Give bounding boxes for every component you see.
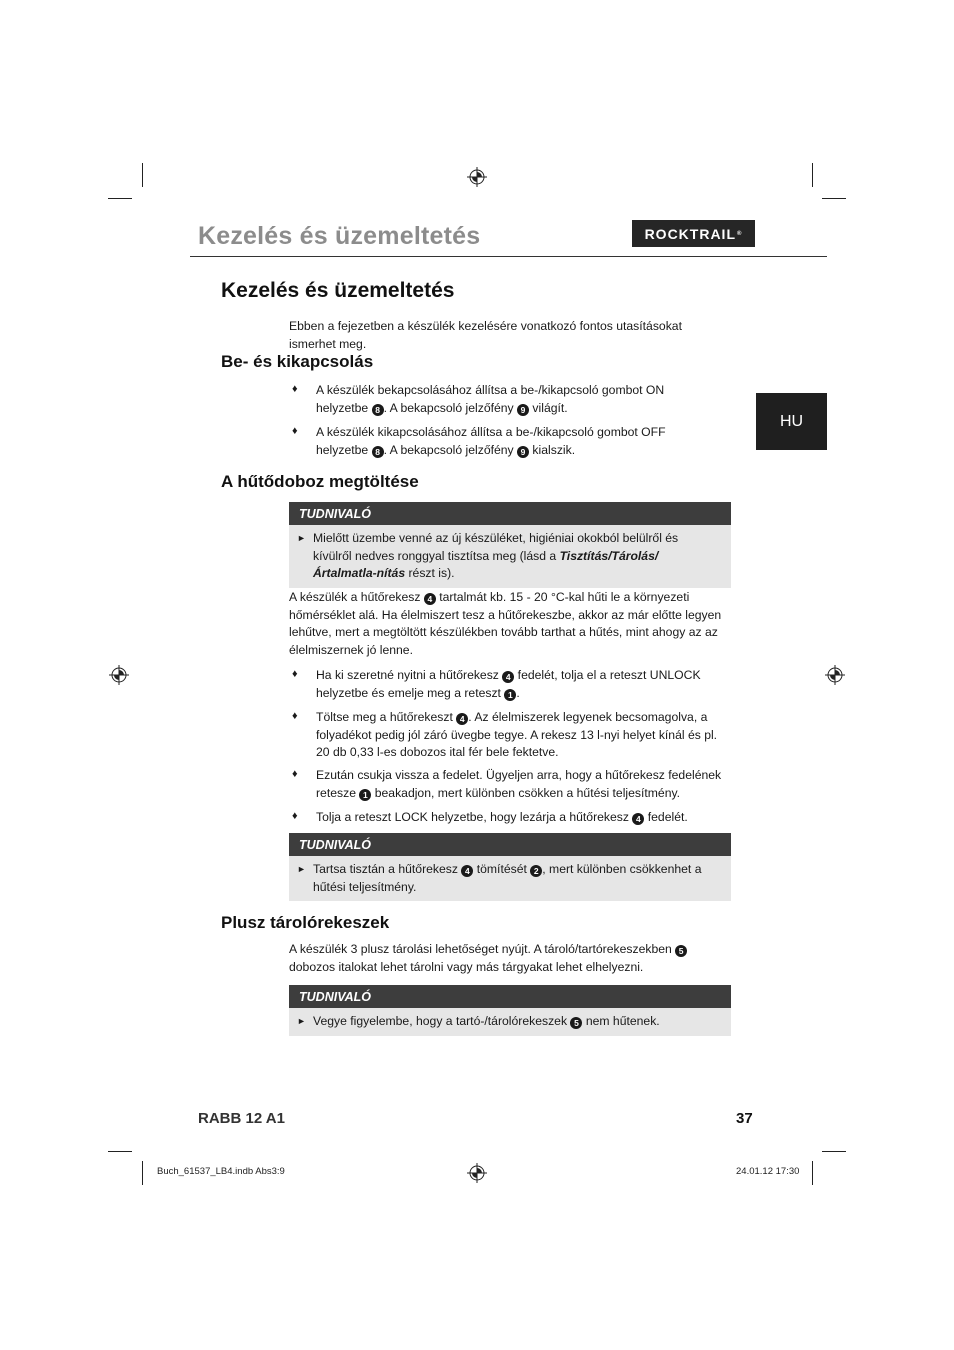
crop-mark [108, 198, 132, 199]
ref-number-badge: 9 [517, 446, 529, 458]
list-item: Tolja a reteszt LOCK helyzetbe, hogy lezárja a hűtőrekesz 4 fedelét. [316, 810, 688, 824]
crop-mark [812, 1161, 813, 1185]
ref-number-badge: 4 [461, 865, 473, 877]
registration-mark-icon [467, 167, 487, 187]
ref-number-badge: 5 [675, 945, 687, 957]
ref-number-badge: 1 [504, 689, 516, 701]
subsection-title-onoff: Be- és kikapcsolás [221, 352, 374, 371]
ref-number-badge: 2 [530, 865, 542, 877]
note-body: ► Mielőtt üzembe venné az új készüléket, higiéniai okokból belülről és kívülről nedves ronggyal tisztítsa meg (lásd a Tisztítás/Tárolás/Ártalmatla-nítás részt is). [289, 525, 731, 588]
crop-mark [108, 1151, 132, 1152]
list-item: Ezután csukja vissza a fedelet. Ügyeljen arra, hogy a hűtőrekesz fedelének retesze 1 beakadjon, mert különben csökken a hűtési teljesítmény. [316, 768, 722, 800]
footer-model: RABB 12 A1 [198, 1110, 285, 1127]
page-number: 37 [736, 1110, 753, 1127]
brand-name: ROCKTRAIL [644, 225, 736, 242]
bullet-icon: ♦ [292, 425, 298, 437]
header-divider [190, 256, 827, 257]
crop-mark [812, 163, 813, 187]
ref-number-badge: 8 [372, 404, 384, 416]
registration-mark-icon [109, 665, 129, 685]
ref-number-badge: 9 [517, 404, 529, 416]
note-heading: TUDNIVALÓ [289, 985, 731, 1008]
fill-paragraph: A készülék a hűtőrekesz 4 tartalmát kb. 15 - 20 °C-kal hűti le a környezeti hőmérséklet alá. Ha élelmiszert tesz a hűtőrekeszbe, akkor az már előtte legyen lehűtve, mert a megtöltött készülékben tovább tarthat a hűtés, mint ahogy az az élelmiszernek jó lenne. [289, 590, 722, 657]
list-item: Ha ki szeretné nyitni a hűtőrekesz 4 fedelét, tolja el a reteszt UNLOCK helyzetbe és emelje meg a reteszt 1 . [316, 668, 701, 700]
bullet-icon: ♦ [292, 768, 298, 780]
ref-number-badge: 4 [424, 593, 436, 605]
intro-paragraph: Ebben a fejezetben a készülék kezelésére vonatkozó fontos utasításokat ismerhet meg. [289, 319, 682, 351]
cross-reference: Tisztítás/Tárolás/Ártalmatla-nítás [313, 548, 659, 580]
ref-number-badge: 1 [359, 789, 371, 801]
extra-paragraph: A készülék 3 plusz tárolási lehetőséget nyújt. A tároló/tartórekeszekben 5 dobozos italokat lehet tárolni vagy más tárgyakat lehet elhelyezni. [289, 941, 731, 976]
note-box [289, 833, 731, 901]
bullet-icon: ♦ [292, 710, 298, 722]
print-slug-date: 24.01.12 17:30 [736, 1166, 800, 1177]
running-header-title: Kezelés és üzemeltetés [198, 222, 481, 250]
arrow-icon: ► [297, 1016, 306, 1026]
list-item: A készülék bekapcsolásához állítsa a be-/kikapcsoló gombot ON helyzetbe 8 . A bekapcsoló jelzőfény 9 világít. [316, 383, 665, 415]
ref-number-badge: 4 [632, 813, 644, 825]
print-slug-file: Buch_61537_LB4.indb Abs3:9 [157, 1166, 285, 1177]
subsection-title-extra: Plusz tárolórekeszek [221, 913, 390, 932]
note-box [289, 502, 731, 588]
brand-logo [632, 220, 755, 247]
ref-number-badge: 8 [372, 446, 384, 458]
ref-number-badge: 4 [502, 671, 514, 683]
crop-mark [822, 198, 846, 199]
arrow-icon: ► [297, 533, 306, 543]
bullet-icon: ♦ [292, 383, 298, 395]
ref-number-badge: 4 [456, 713, 468, 725]
note-body: ► Vegye figyelembe, hogy a tartó-/tárolórekeszek 5 nem hűtenek. [289, 1008, 731, 1036]
section-title: Kezelés és üzemeltetés [221, 279, 455, 302]
ref-number-badge: 5 [570, 1017, 582, 1029]
crop-mark [142, 1161, 143, 1185]
crop-mark [142, 163, 143, 187]
registration-mark-icon [825, 665, 845, 685]
note-heading: TUDNIVALÓ [289, 833, 731, 856]
list-item: A készülék kikapcsolásához állítsa a be-/kikapcsoló gombot OFF helyzetbe 8 . A bekapcsoló jelzőfény 9 kialszik. [316, 425, 666, 457]
bullet-icon: ♦ [292, 810, 298, 822]
crop-mark [822, 1151, 846, 1152]
list-item: Töltse meg a hűtőrekeszt 4 . Az élelmiszerek legyenek becsomagolva, a folyadékot pedig jól záró üvegbe tegye. A rekesz 13 l-nyi helyet kínál és pl. 20 db 0,33 l-es dobozos ital fér bele fektetve. [316, 710, 718, 759]
bullet-icon: ♦ [292, 668, 298, 680]
note-body: ► Tartsa tisztán a hűtőrekesz 4 tömítését 2 , mert különben csökkenhet a hűtési teljesítmény. [289, 856, 731, 901]
registration-mark-icon [467, 1163, 487, 1183]
arrow-icon: ► [297, 864, 306, 874]
note-heading: TUDNIVALÓ [289, 502, 731, 525]
subsection-title-fill: A hűtődoboz megtöltése [221, 472, 419, 491]
language-tab: HU [756, 393, 827, 450]
brand-registered-mark: ® [737, 230, 743, 237]
note-box [289, 985, 731, 1036]
